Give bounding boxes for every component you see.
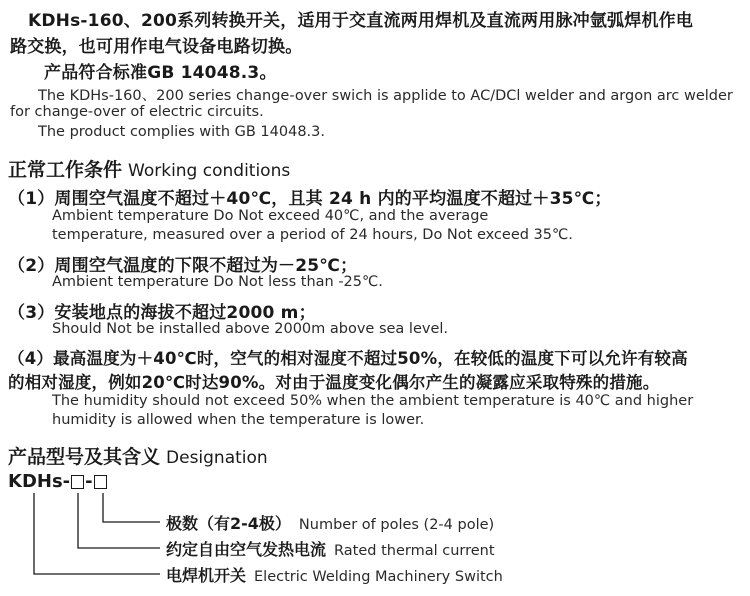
designation-item-current	[166, 537, 495, 560]
condition-4-zh-line-2: 的相对湿度，例如20℃时达90%。对由于温度变化偶尔产生的凝露应采取特殊的措施。	[8, 373, 660, 392]
current-en: Rated thermal current	[334, 543, 495, 559]
poles-en: Number of poles (2-4 pole)	[298, 517, 495, 533]
designation-heading-en: Designation	[166, 448, 268, 468]
intro-en-standard: The product complies with GB 14048.3.	[38, 124, 326, 140]
condition-4-en-line-1: The humidity should not exceed 50% when the ambient temperature is 40℃ and higher	[52, 393, 694, 409]
condition-2-en: Ambient temperature Do Not less than -25℃.	[52, 274, 383, 290]
intro-en-line-1: The KDHs-160、200 series change-over swich is applide to AC/DCl welder and argon arc welder	[38, 88, 733, 104]
intro-zh-standard: 产品符合标准GB 14048.3。	[44, 63, 277, 83]
working-heading-en: Working conditions	[128, 161, 291, 181]
poles-zh: 极数（有2-4极）	[166, 514, 291, 533]
condition-1-en-line-2: temperature, measured over a period of 24 hours, Do Not exceed 35℃.	[52, 227, 573, 243]
designation-item-poles	[166, 511, 494, 534]
switch-en: Electric Welding Machinery Switch	[254, 569, 503, 585]
intro-zh-line-1: KDHs-160、200系列转换开关，适用于交直流两用焊机及直流两用脉冲氩弧焊机作电	[28, 11, 694, 31]
condition-3-zh: （3）安装地点的海拔不超过2000 m；	[8, 303, 316, 323]
condition-2-zh: （2）周围空气温度的下限不超过为－25℃；	[8, 256, 358, 276]
designation-heading-zh: 产品型号及其含义	[8, 446, 161, 468]
model-separator: -	[85, 471, 93, 492]
working-heading-zh: 正常工作条件	[8, 159, 123, 181]
condition-1-zh: （1）周围空气温度不超过＋40℃，且其 24 h 内的平均温度不超过＋35℃；	[8, 189, 612, 209]
condition-4-zh-line-1: （4）最高温度为＋40℃时，空气的相对湿度不超过50%，在较低的温度下可以允许有较高	[8, 349, 688, 368]
condition-1-en-line-1: Ambient temperature Do Not exceed 40℃, and the average	[52, 208, 489, 224]
condition-4-en-line-2: humidity is allowed when the temperature is lower.	[52, 412, 425, 428]
model-prefix: KDHs-	[8, 471, 71, 492]
intro-zh-line-2: 路交换，也可用作电气设备电路切换。	[10, 37, 303, 57]
intro-en-line-2: for change-over of electric circuits.	[10, 104, 264, 120]
designation-item-switch	[166, 563, 503, 586]
current-zh: 约定自由空气发热电流	[166, 540, 327, 559]
switch-zh: 电焊机开关	[166, 566, 247, 585]
condition-3-en: Should Not be installed above 2000m above sea level.	[52, 321, 449, 337]
